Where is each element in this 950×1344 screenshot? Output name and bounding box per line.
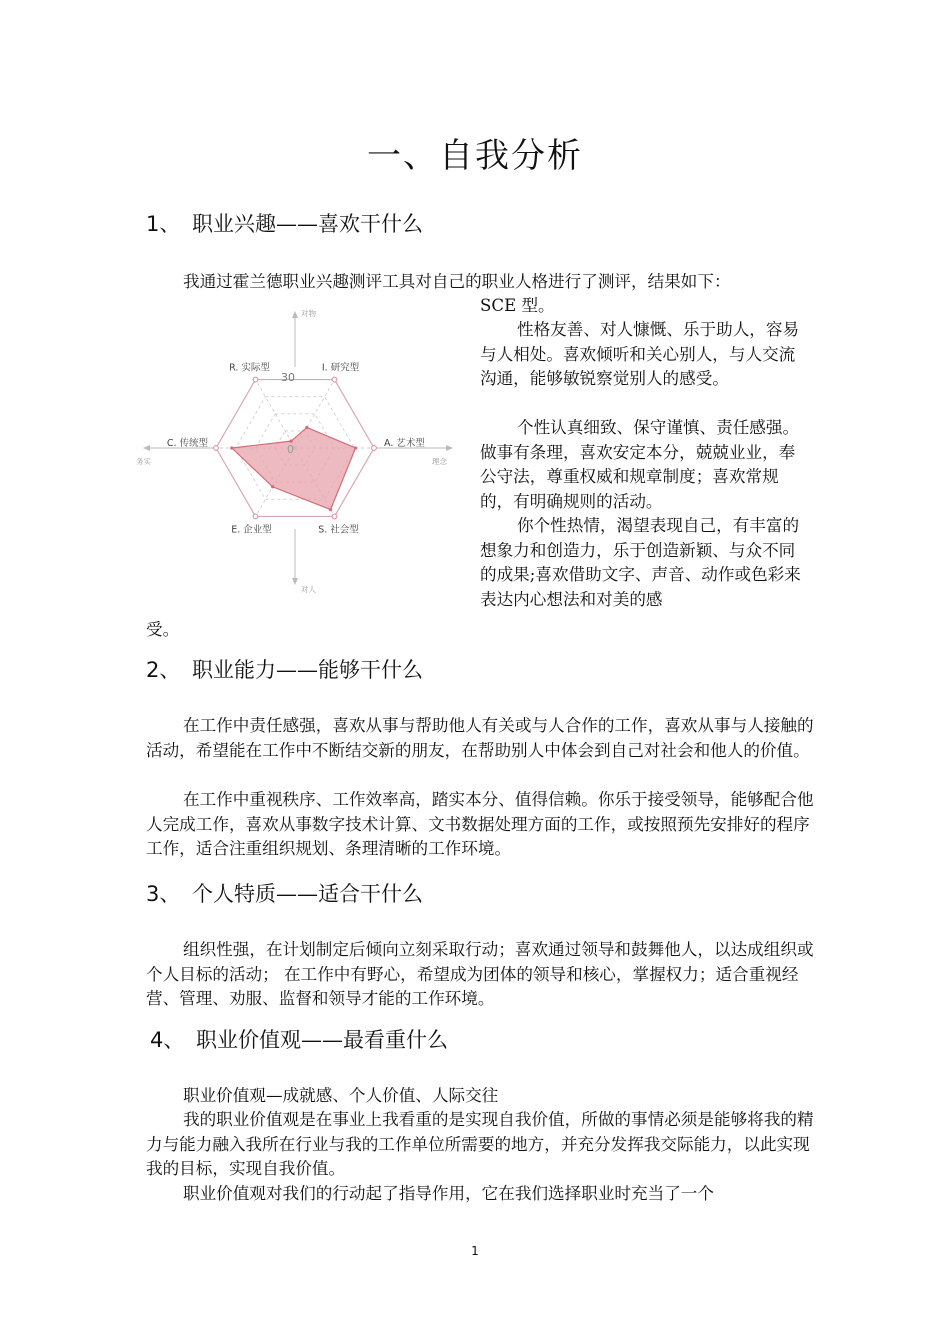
- section-heading-3: [146, 880, 423, 908]
- radar-axis-label: R. 实际型: [229, 362, 270, 374]
- arrow-right-icon: [446, 445, 453, 451]
- radar-vertex-dot: [253, 514, 258, 519]
- radar-tick-min: 0: [287, 443, 294, 456]
- arrow-down-icon: [292, 578, 298, 585]
- radar-tick-max: 30: [281, 371, 295, 384]
- radar-data-point: [271, 485, 274, 488]
- radar-vertex-dot: [214, 446, 219, 451]
- direction-label-bottom: 对人: [301, 585, 316, 594]
- s2-paragraph-2: 在工作中重视秩序、工作效率高，踏实本分、值得信赖。你乐于接受领导，能够配合他人完成工作，喜欢从事数字技术计算、文书数据处理方面的工作，或按照预先安排好的程序工作，适合注重组织规划、条理清晰的工作环境。: [146, 790, 814, 858]
- direction-label-right: 理念: [432, 457, 447, 466]
- radar-axis-label: C. 传统型: [166, 438, 208, 449]
- radar-data-point: [230, 446, 233, 449]
- radar-axis-label: S. 社会型: [318, 524, 359, 536]
- section-heading-2: [146, 656, 423, 684]
- section-number: 2、: [146, 658, 181, 682]
- s1-paragraph-3-tail: 受。: [146, 620, 180, 639]
- radar-data-area: [232, 427, 356, 509]
- section-heading-4: [150, 1026, 448, 1054]
- section-title: 职业兴趣——喜欢干什么: [192, 212, 423, 236]
- radar-axis-label: A. 艺术型: [384, 438, 425, 449]
- s1-paragraph-2: 个性认真细致、保守谨慎、责任感强。做事有条理，喜欢安定本分，兢兢业业，奉公守法，尊重权威和规章制度；喜欢常规的，有明确规则的活动。: [480, 418, 800, 511]
- s2-paragraph-1: 在工作中责任感强，喜欢从事与帮助他人有关或与人合作的工作，喜欢从事与人接触的活动，希望能在工作中不断结交新的朋友，在帮助别人中体会到自己对社会和他人的价值。: [146, 716, 814, 760]
- s4-values-line: 职业价值观—成就感、个人价值、人际交往: [183, 1086, 499, 1105]
- direction-label-top: 对物: [301, 309, 316, 318]
- radar-labels: [136, 308, 447, 594]
- s1-type: SCE 型。: [480, 296, 555, 315]
- section-heading-1: [146, 210, 423, 238]
- section-number: 3、: [146, 882, 181, 906]
- s4-paragraph-1: 我的职业价值观是在事业上我看重的是实现自我价值，所做的事情必须是能够将我的精力与能力融入我所在行业与我的工作单位所需要的地方，并充分发挥我交际能力，以此实现我的目标，实现自我价值。: [146, 1110, 814, 1178]
- page-number: 1: [471, 1244, 479, 1258]
- page-title: 一、自我分析: [367, 136, 583, 176]
- radar-data-point: [305, 426, 308, 429]
- section-title: 职业价值观——最看重什么: [196, 1028, 448, 1052]
- direction-label-left: 务实: [136, 457, 151, 466]
- s4-paragraph-2: 职业价值观对我们的行动起了指导作用，它在我们选择职业时充当了一个: [183, 1184, 714, 1203]
- s1-paragraph-1: 性格友善、对人慷慨、乐于助人，容易与人相处。喜欢倾听和关心别人，与人交流沟通，能够敏锐察觉别人的感受。: [480, 320, 800, 388]
- s1-intro: 我通过霍兰德职业兴趣测评工具对自己的职业人格进行了测评，结果如下：: [183, 272, 731, 291]
- section-title: 个人特质——适合干什么: [192, 882, 423, 906]
- section-number: 1、: [146, 212, 181, 236]
- radar-vertex-dot: [253, 377, 258, 382]
- s1-paragraph-3: 你个性热情，渴望表现自己，有丰富的想象力和创造力，乐于创造新颖、与众不同的成果;喜欢借助文字、声音、动作或色彩来表达内心想法和对美的感: [480, 516, 801, 609]
- radar-axis-label: I. 研究型: [321, 362, 360, 374]
- arrow-left-icon: [143, 445, 150, 451]
- radar-vertex-dot: [332, 377, 337, 382]
- section-title: 职业能力——能够干什么: [192, 658, 423, 682]
- arrow-up-icon: [292, 311, 298, 318]
- radar-data-point: [354, 446, 357, 449]
- radar-axis-label: E. 企业型: [231, 524, 272, 536]
- radar-data-point: [329, 508, 332, 511]
- radar-vertex-dot: [372, 446, 377, 451]
- section-number: 4、: [150, 1028, 185, 1052]
- radar-vertex-dot: [332, 514, 337, 519]
- holland-radar-chart: [128, 300, 468, 610]
- s3-paragraph-1: 组织性强，在计划制定后倾向立刻采取行动；喜欢通过领导和鼓舞他人，以达成组织或个人目标的活动； 在工作中有野心，希望成为团体的领导和核心，掌握权力；适合重视经营、管理、劝服、监督和领导才能的工作环境。: [146, 940, 814, 1008]
